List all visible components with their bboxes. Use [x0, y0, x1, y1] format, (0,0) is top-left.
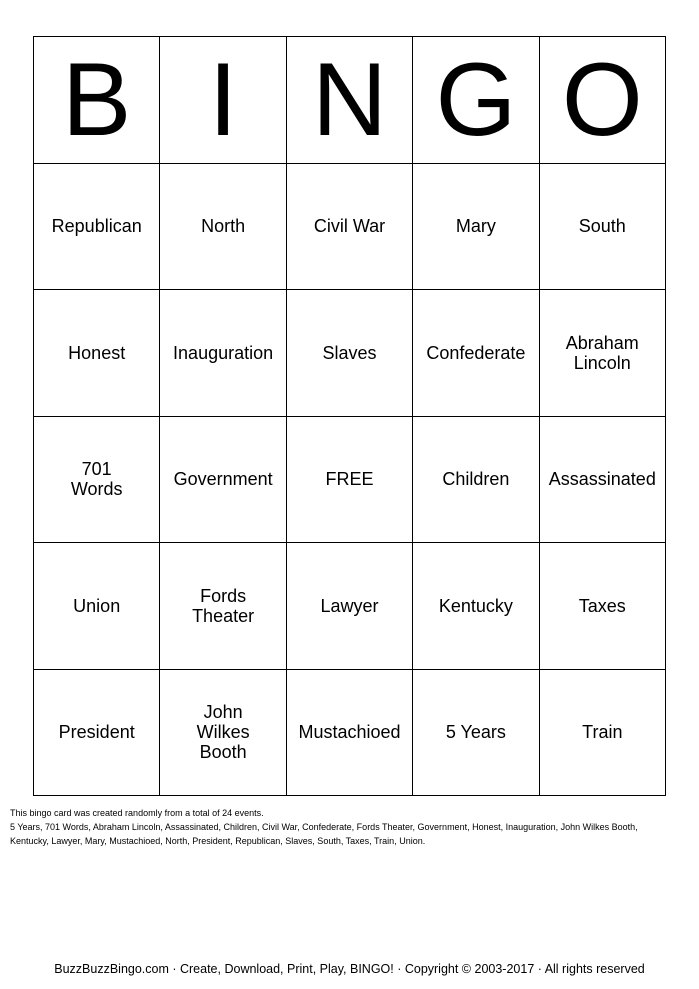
site-footer	[0, 962, 699, 976]
info-event-list-continued: Kentucky, Lawyer, Mary, Mustachioed, North, President, Republican, Slaves, South, Taxes, Train, Union.	[10, 836, 426, 846]
header-letter-b	[34, 37, 160, 164]
bingo-cell-text: President	[58, 722, 135, 743]
bingo-cell-text: 5 Years	[445, 722, 506, 743]
bingo-cell	[540, 164, 666, 291]
bingo-cell	[413, 417, 539, 544]
bingo-cell-text: Children	[442, 469, 510, 490]
bingo-cell-text: Mustachioed	[298, 722, 401, 743]
header-letter: B	[62, 41, 132, 158]
bingo-cell-text: North	[201, 216, 246, 237]
bingo-cell-text: Confederate	[426, 342, 526, 363]
bingo-cell	[540, 290, 666, 417]
header-letter-o	[540, 37, 666, 164]
card-info	[10, 806, 690, 848]
bingo-cell	[540, 670, 666, 797]
bingo-cell	[413, 290, 539, 417]
bingo-cell-text: Mary	[455, 216, 496, 237]
bingo-cell-text: Train	[582, 722, 623, 743]
bingo-cell	[287, 543, 413, 670]
bingo-cell	[34, 290, 160, 417]
bingo-cell-text: FREE	[325, 469, 374, 490]
bingo-cell	[160, 543, 286, 670]
bingo-cell	[34, 670, 160, 797]
bingo-cell-text: Honest	[68, 342, 126, 363]
bingo-cell	[413, 670, 539, 797]
header-letter: I	[208, 41, 238, 158]
bingo-cell-text: Republican	[51, 216, 142, 237]
bingo-cell-text: Taxes	[578, 595, 626, 616]
bingo-cell	[160, 290, 286, 417]
bingo-cell	[287, 670, 413, 797]
bingo-cell	[287, 164, 413, 291]
header-letter: G	[435, 41, 517, 158]
bingo-cell-text: Government	[173, 469, 273, 490]
bingo-cell-text: 701 Words	[70, 459, 123, 500]
bingo-cell	[34, 543, 160, 670]
bingo-cell-text: Lawyer	[320, 595, 379, 616]
bingo-cell	[160, 164, 286, 291]
bingo-cell	[160, 417, 286, 544]
bingo-cell-text: Slaves	[322, 342, 377, 363]
header-letter: N	[311, 41, 388, 158]
bingo-cell	[34, 164, 160, 291]
free-space-cell	[287, 417, 413, 544]
bingo-cell-text: South	[578, 216, 626, 237]
bingo-cell-text: Kentucky	[438, 595, 513, 616]
bingo-cell	[34, 417, 160, 544]
bingo-cell	[540, 417, 666, 544]
info-event-list: 5 Years, 701 Words, Abraham Lincoln, Assassinated, Children, Civil War, Confederate, Fords Theater, Government, Honest, Inauguration, John Wilkes Booth,	[10, 822, 638, 832]
bingo-cell-text: Assassinated	[548, 469, 656, 490]
footer-text: BuzzBuzzBingo.com · Create, Download, Print, Play, BINGO! · Copyright © 2003-2017 · All rights reserved	[54, 962, 645, 976]
info-summary: This bingo card was created randomly from a total of 24 events.	[10, 808, 264, 818]
header-letter-i	[160, 37, 286, 164]
header-letter: O	[561, 41, 643, 158]
bingo-cell	[540, 543, 666, 670]
bingo-cell-text: Fords Theater	[192, 585, 255, 626]
bingo-cell	[160, 670, 286, 797]
header-letter-n	[287, 37, 413, 164]
bingo-cell-text: Union	[73, 595, 121, 616]
bingo-cell	[413, 543, 539, 670]
bingo-cell-text: Abraham Lincoln	[565, 332, 639, 373]
bingo-cell	[287, 290, 413, 417]
bingo-cell-text: John Wilkes Booth	[196, 702, 250, 763]
bingo-cell-text: Inauguration	[173, 342, 274, 363]
bingo-cell	[413, 164, 539, 291]
bingo-card	[33, 36, 666, 796]
header-letter-g	[413, 37, 539, 164]
bingo-cell-text: Civil War	[313, 216, 386, 237]
